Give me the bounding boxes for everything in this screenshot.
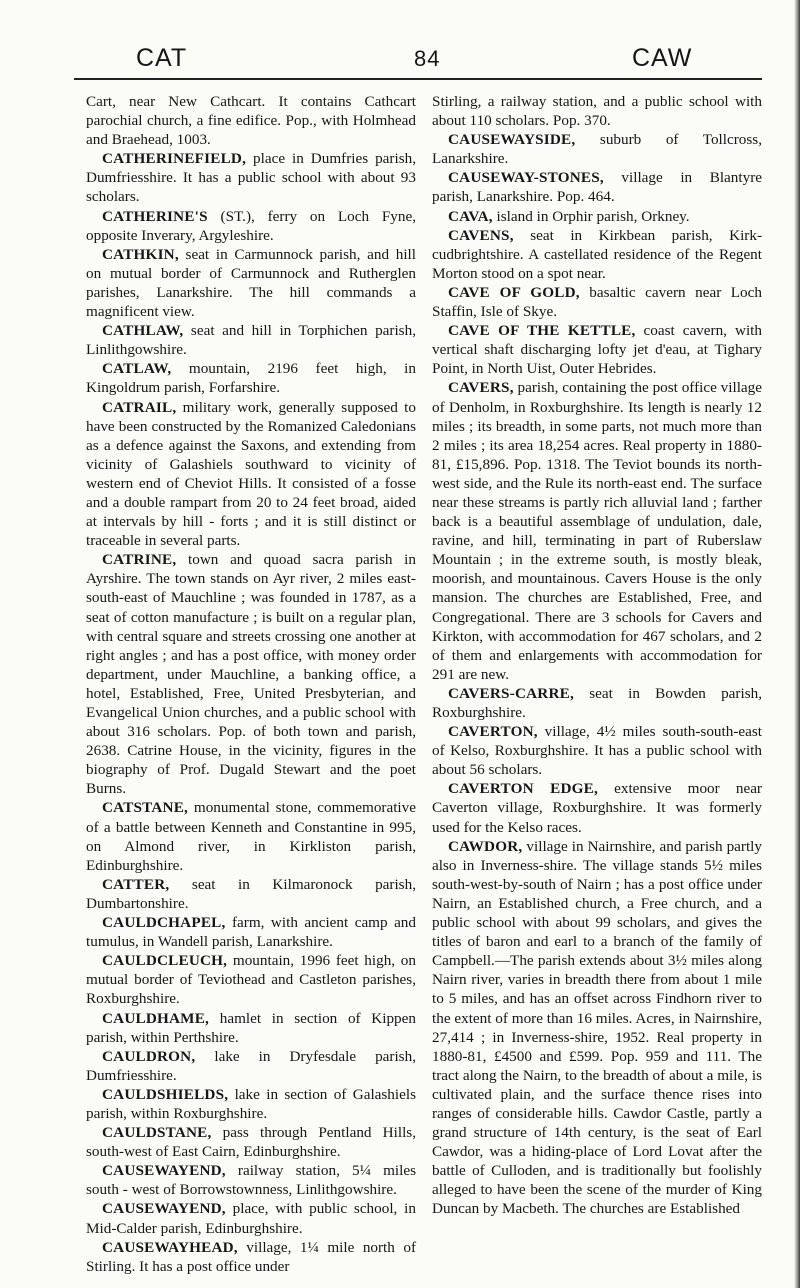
entry-headword: CAVERTON EDGE, [448,780,598,798]
gazetteer-entry [432,226,762,283]
entry-headword: CAVA, [448,207,493,225]
gazetteer-entry [432,684,762,722]
entry-text: farm, with ancient camp and tumulus, in Wandell parish, Lanarkshire. [86,914,416,951]
gazetteer-entry [86,798,416,874]
entry-headword: CAULDCHAPEL, [102,914,226,932]
gazetteer-entry [86,1009,416,1047]
gazetteer-entry [432,130,762,168]
entry-text: seat in Kilmaronock parish, Dumbartonshire. [86,875,416,912]
entry-text: lake in Dryfesdale parish, Dumfriesshire. [86,1047,416,1084]
entry-headword: CAVENS, [448,226,514,244]
page-edge-shadow [794,0,800,1288]
gazetteer-entry [86,951,416,1008]
entry-text: seat in Carmunnock parish, and hill on mutual border of Carmunnock and Rutherglen parishes, Lanarkshire. The hill commands a magnificent view. [86,245,416,321]
gazetteer-entry [86,875,416,913]
entry-headword: CAULDSHIELDS, [102,1085,229,1103]
gazetteer-entry [86,1199,416,1237]
entry-headword: CAVE OF THE KETTLE, [448,322,636,340]
entry-headword: CATRINE, [102,551,177,569]
entry-text: village, 1¼ mile north of Stirling. It has a post office under [86,1238,416,1275]
entry-headword: CATHERINEFIELD, [102,150,247,168]
entry-headword: CAUSEWAYHEAD, [102,1238,238,1256]
entry-text: village in Blantyre parish, Lanarkshire. Pop. 464. [432,169,762,206]
entry-headword: CAVE OF GOLD, [448,283,580,301]
entry-text: place in Dumfries parish, Dumfriesshire. It has a public school with about 93 scholars. [86,150,416,206]
gazetteer-entry [86,1161,416,1199]
entry-headword: CATTER, [102,875,170,893]
gazetteer-entry [432,378,762,684]
entry-headword: CAUSEWAY-STONES, [448,169,604,187]
entry-headword: CATLAW, [102,360,172,378]
entry-headword: CAUSEWAYSIDE, [448,131,576,149]
page-number: 84 [414,46,441,71]
gazetteer-entry [432,207,762,226]
entry-text: Cart, near New Cathcart. It contains Cathcart parochial church, a fine edifice. Pop., with Holmhead and Braehead, 1003. [86,93,416,149]
entry-text: monumental stone, commemorative of a battle between Kenneth and Constantine in 995, on Almond river, in Kirkliston parish, Edinburghshire. [86,799,416,874]
gazetteer-entry [432,92,762,130]
entry-headword: CAUSEWAYEND, [102,1162,226,1180]
gazetteer-entry [86,321,416,359]
entry-headword: CAULDCLEUCH, [102,952,228,970]
entry-headword: CAULDHAME, [102,1009,210,1027]
entry-headword: CATSTANE, [102,799,189,817]
entry-text: (ST.), ferry on Loch Fyne, opposite Inverary, Argyleshire. [86,207,416,244]
entry-text: mountain, 2196 feet high, in Kingoldrum parish, Forfarshire. [86,360,416,397]
entry-headword: CAVERTON, [448,723,538,741]
entry-text: seat in Kirkbean parish, Kirkcudbrightshire. A castellated residence of the Regent Morton stood on a spot near. [432,226,762,282]
entry-headword: CATHKIN, [102,245,179,263]
entry-text: village in Nairnshire, and parish partly also in Inverness-shire. The village stands 5½ miles south-west-by-south of Nairn ; has a post office under Nairn, an Established church, a Free church, and a public school with about 99 scholars, and gives the titles of baron and earl to a branch of the family of Campbell.—The parish extends about 3½ miles along Nairn river, varies in breadth there from about 1 mile to 5 miles, and has an offset across Findhorn river to the extent of more than 16 miles. Acres, in Nairnshire, 27,414 ; in Inverness-shire, 1952. Real property in 1880-81, £4500 and £599. Pop. 959 and 111. The tract along the Nairn, to the breadth of about a mile, is cultivated plain, and the surface thence rises into ranges of considerable hills. Cawdor Castle, partly a grand structure of 14th century, is the seat of Earl Cawdor, was a hiding-place of Lord Lovat after the battle of Culloden, and is traditionally but foolishly alleged to have been the scene of the murder of King Duncan by Macbeth. The churches are Established [432,837,762,1218]
entry-text: suburb of Tollcross, Lanarkshire. [432,131,762,168]
entry-text: extensive moor near Caverton village, Roxburghshire. It was formerly used for the Kelso races. [432,780,762,836]
entry-text: military work, generally supposed to have been constructed by the Romanized Caledonians as a defence against the Saxons, and extending from vicinity of Galashiels southward to vicinity of western end of Cheviot Hills. It consisted of a fosse and a double rampart from 20 to 24 feet broad, aided at intervals by hill - forts ; and it is still distinct or traceable in several parts. [86,398,416,550]
entry-text: Stirling, a railway station, and a public school with about 110 scholars. Pop. 370. [432,93,762,130]
entry-text: hamlet in section of Kippen parish, within Perthshire. [86,1009,416,1046]
gazetteer-entry [86,1238,416,1276]
gazetteer-entry [86,1123,416,1161]
gazetteer-entry [86,550,416,798]
entry-text: pass through Pentland Hills, south-west of East Cairn, Edinburghshire. [86,1124,416,1161]
header-rule [74,78,762,80]
entry-headword: CATHERINE'S [102,207,208,225]
gazetteer-entry [86,149,416,206]
entry-text: town and quoad sacra parish in Ayrshire. The town stands on Ayr river, 2 miles east-south-east of Mauchline ; was founded in 1787, as a seat of cotton manufacture ; is built on a regular plan, with central square and streets crossing one another at right angles ; and has a post office, with money order department, under Mauchline, a banking office, a hotel, Established, Free, United Presbyterian, and Evangelical Union churches, and a public school with about 316 scholars. Pop. of both town and parish, 2638. Catrine House, in the vicinity, figures in the biography of Prof. Dugald Stewart and the poet Burns. [86,551,416,798]
gazetteer-entry [86,398,416,551]
gazetteer-entry [432,283,762,321]
entry-text: coast cavern, with vertical shaft discharging lofty jet d'eau, at Tighary Point, in North Uist, Outer Hebrides. [432,322,762,378]
entry-text: village, 4½ miles south-south-east of Kelso, Roxburghshire. It has a public school with about 56 scholars. [432,723,762,779]
header-right-guide-word: CAW [632,44,693,72]
gazetteer-entry [432,837,762,1219]
gazetteer-entry [432,321,762,378]
gazetteer-entry [86,1085,416,1123]
entry-text: parish, containing the post office village of Denholm, in Roxburghshire. Its length is nearly 12 miles ; its breadth, in some parts, not much more than 2 miles ; its area 18,254 acres. Real property in 1880-81, £15,896. Pop. 1318. The Teviot bounds its north-west side, and the Rule its north-east end. The surface near these streams is partly rich alluvial land ; farther back is a beautiful assemblage of undulation, dale, ravine, and hill, terminating in part of Ruberslaw Mountain ; in the extreme south, is mostly bleak, moorish, and mountainous. Cavers House is the only mansion. The churches are Established, Free, and Congregational. There are 3 schools for Cavers and Kirkton, with accommodation for 467 scholars, and 2 of them and enlargements with accommodation for 291 are new. [432,379,762,683]
gazetteer-entry [86,245,416,321]
entry-headword: CAVERS, [448,379,514,397]
gazetteer-entry [86,913,416,951]
right-column [432,92,762,1219]
entry-text: basaltic cavern near Loch Staffin, Isle of Skye. [432,283,762,321]
gazetteer-entry [86,359,416,397]
entry-headword: CAUSEWAYEND, [102,1200,226,1218]
left-column [86,92,416,1276]
entry-text: mountain, 1996 feet high, on mutual border of Teviothead and Castleton parishes, Roxburghshire. [86,952,416,1008]
entry-headword: CATHLAW, [102,322,184,340]
gazetteer-entry [432,722,762,779]
header-left-guide-word: CAT [136,44,188,72]
gazetteer-entry [86,1047,416,1085]
gazetteer-entry [432,779,762,836]
gazetteer-entry [86,92,416,149]
entry-headword: CAVERS-CARRE, [448,684,574,702]
entry-headword: CAWDOR, [448,837,523,855]
entry-headword: CAULDSTANE, [102,1124,212,1142]
entry-headword: CATRAIL, [102,398,177,416]
gazetteer-entry [432,168,762,206]
entry-text: railway station, 5¼ miles south - west of Borrowstownness, Linlithgowshire. [86,1162,416,1199]
entry-headword: CAULDRON, [102,1047,196,1065]
entry-text: place, with public school, in Mid-Calder parish, Edinburghshire. [86,1200,416,1237]
entry-text: seat in Bowden parish, Roxburghshire. [432,684,762,721]
entry-text: seat and hill in Torphichen parish, Linlithgowshire. [86,322,416,359]
gazetteer-entry [86,207,416,245]
entry-text: island in Orphir parish, Orkney. [492,207,690,225]
entry-text: lake in section of Galashiels parish, within Roxburghshire. [86,1085,416,1122]
